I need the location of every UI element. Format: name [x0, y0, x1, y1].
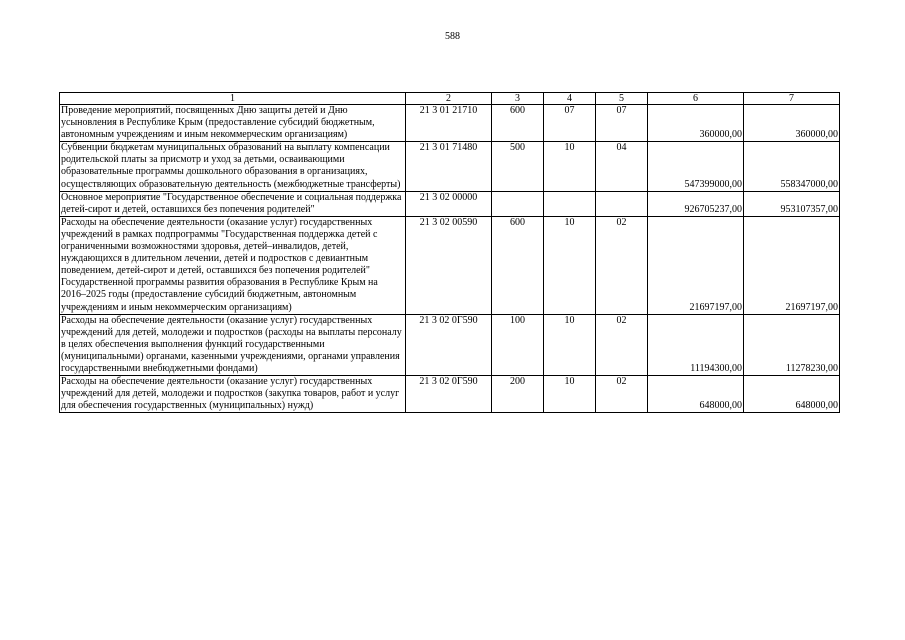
- row-code-cell: 21 3 01 21710: [406, 105, 492, 142]
- row-col4-cell: [544, 191, 596, 216]
- row-name-cell: Субвенции бюджетам муниципальных образований на выплату компенсации родительской платы за присмотр и уход за детьми, осваивающими образовательные программы дошкольного образования в организациях, осуществляющих образовательную деятельность (межбюджетные трансферты): [60, 142, 406, 191]
- header-cell: 7: [744, 93, 840, 105]
- row-col4-cell: 10: [544, 216, 596, 314]
- table-row: [60, 105, 840, 142]
- row-col3-cell: 500: [492, 142, 544, 191]
- row-col3-cell: 200: [492, 376, 544, 413]
- page-number: 588: [445, 31, 460, 42]
- row-code-cell: 21 3 02 0Г590: [406, 314, 492, 375]
- row-amount-6-cell: 926705237,00: [648, 191, 744, 216]
- row-name-cell: Расходы на обеспечение деятельности (оказание услуг) государственных учреждений для детей, молодежи и подростков (расходы на выплаты персоналу в целях обеспечения выполнения функций государственными (муниципальными) органами, казенными учреждениями, органами управления государственными внебюджетными фондами): [60, 314, 406, 375]
- row-amount-7-cell: 21697197,00: [744, 216, 840, 314]
- row-code-cell: 21 3 02 00000: [406, 191, 492, 216]
- row-code-cell: 21 3 01 71480: [406, 142, 492, 191]
- row-col5-cell: 04: [596, 142, 648, 191]
- row-col5-cell: 02: [596, 376, 648, 413]
- table-row: [60, 376, 840, 413]
- header-cell: 5: [596, 93, 648, 105]
- table-header-row: [60, 93, 840, 105]
- row-name-cell: Расходы на обеспечение деятельности (оказание услуг) государственных учреждений в рамках подпрограммы "Государственная поддержка детей с ограниченными возможностями здоровья, детей–инвалидов, детей, нуждающихся в длительном лечении, детей и подростков с девиантным поведением, детей-сирот и детей, оставшихся без попечения родителей" Государственной программы развития образования в Республике Крым на 2016–2025 годы (предоставление субсидий бюджетным, автономным учреждениям и иным некоммерческим организациям): [60, 216, 406, 314]
- row-amount-6-cell: 21697197,00: [648, 216, 744, 314]
- row-code-cell: 21 3 02 00590: [406, 216, 492, 314]
- table-row: [60, 314, 840, 375]
- row-col5-cell: [596, 191, 648, 216]
- row-name-cell: Основное мероприятие "Государственное обеспечение и социальная поддержка детей-сирот и детей, оставшихся без попечения родителей": [60, 191, 406, 216]
- row-col3-cell: 100: [492, 314, 544, 375]
- header-cell: 2: [406, 93, 492, 105]
- row-col4-cell: 10: [544, 376, 596, 413]
- row-amount-7-cell: 11278230,00: [744, 314, 840, 375]
- row-amount-6-cell: 360000,00: [648, 105, 744, 142]
- row-amount-7-cell: 558347000,00: [744, 142, 840, 191]
- table-row: [60, 216, 840, 314]
- row-name-cell: Расходы на обеспечение деятельности (оказание услуг) государственных учреждений для детей, молодежи и подростков (закупка товаров, работ и услуг для обеспечения государственных (муниципальных) нужд): [60, 376, 406, 413]
- row-col4-cell: 07: [544, 105, 596, 142]
- header-cell: 4: [544, 93, 596, 105]
- row-col4-cell: 10: [544, 142, 596, 191]
- row-amount-6-cell: 648000,00: [648, 376, 744, 413]
- row-code-cell: 21 3 02 0Г590: [406, 376, 492, 413]
- row-col3-cell: 600: [492, 105, 544, 142]
- row-amount-6-cell: 11194300,00: [648, 314, 744, 375]
- header-cell: 3: [492, 93, 544, 105]
- row-amount-6-cell: 547399000,00: [648, 142, 744, 191]
- table-row: [60, 191, 840, 216]
- row-col3-cell: [492, 191, 544, 216]
- row-name-cell: Проведение мероприятий, посвященных Дню защиты детей и Дню усыновления в Республике Крым (предоставление субсидий бюджетным, автономным учреждениям и иным некоммерческим организациям): [60, 105, 406, 142]
- row-col5-cell: 07: [596, 105, 648, 142]
- budget-table: [59, 92, 840, 413]
- row-col3-cell: 600: [492, 216, 544, 314]
- header-cell: 6: [648, 93, 744, 105]
- row-col5-cell: 02: [596, 314, 648, 375]
- row-amount-7-cell: 953107357,00: [744, 191, 840, 216]
- row-col4-cell: 10: [544, 314, 596, 375]
- header-cell: 1: [60, 93, 406, 105]
- row-amount-7-cell: 648000,00: [744, 376, 840, 413]
- row-amount-7-cell: 360000,00: [744, 105, 840, 142]
- row-col5-cell: 02: [596, 216, 648, 314]
- table-row: [60, 142, 840, 191]
